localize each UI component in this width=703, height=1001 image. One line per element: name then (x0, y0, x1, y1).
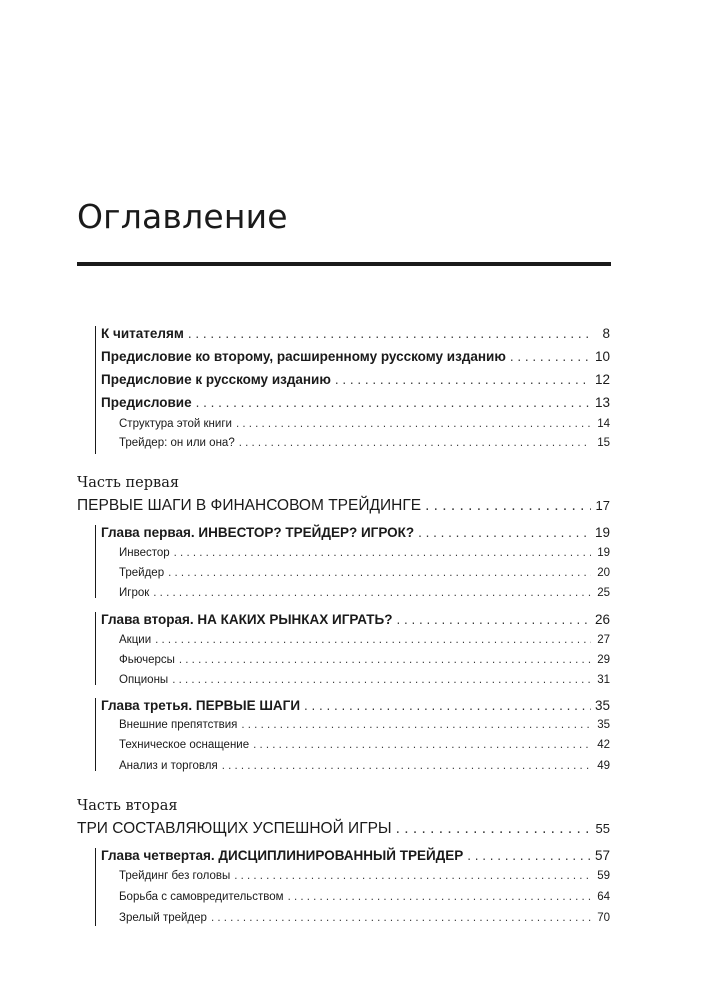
dot-leader (253, 739, 591, 751)
toc-entry-title: Предисловие к русскому изданию (101, 372, 331, 387)
section-entry[interactable] (119, 760, 610, 772)
toc-subentry-page: 15 (597, 437, 610, 449)
dot-leader (234, 870, 591, 882)
section-title: Инвестор (119, 547, 170, 559)
dot-leader (288, 891, 591, 903)
section-page: 64 (597, 891, 610, 903)
section-title: Техническое оснащение (119, 739, 250, 751)
section-entry[interactable] (119, 587, 610, 599)
section-title: Борьба с самовредительством (119, 891, 284, 903)
section-entry[interactable] (119, 547, 610, 559)
chapter-title: Глава первая. ИНВЕСТОР? ТРЕЙДЕР? ИГРОК? (101, 525, 415, 540)
dot-leader (239, 437, 591, 449)
chapter-page: 35 (594, 698, 610, 713)
dot-leader (196, 395, 591, 410)
dot-leader (172, 674, 591, 686)
toc-subentry[interactable] (119, 418, 610, 430)
chapter-rule (95, 698, 96, 771)
toc-entry-title: Предисловие ко второму, расширенному русскому изданию (101, 349, 506, 364)
chapter-rule (95, 612, 96, 685)
section-entry[interactable] (119, 654, 610, 666)
section-page: 29 (597, 654, 610, 666)
part-title: ПЕРВЫЕ ШАГИ В ФИНАНСОВОМ ТРЕЙДИНГЕ (77, 497, 422, 514)
dot-leader (467, 848, 591, 863)
section-page: 31 (597, 674, 610, 686)
page-title: Оглавление (77, 197, 288, 236)
part-title: ТРИ СОСТАВЛЯЮЩИХ УСПЕШНОЙ ИГРЫ (77, 820, 392, 837)
toc-subentry[interactable] (119, 437, 610, 449)
toc-entry-title: Предисловие (101, 395, 192, 410)
section-entry[interactable] (119, 634, 610, 646)
section-title: Опционы (119, 674, 169, 686)
section-title: Акции (119, 634, 152, 646)
part-page: 55 (595, 821, 610, 836)
toc-subentry-title: Структура этой книги (119, 418, 232, 430)
section-page: 35 (597, 719, 610, 731)
toc-entry[interactable] (101, 372, 610, 387)
dot-leader (396, 820, 591, 838)
dot-leader (425, 497, 591, 515)
toc-entry-page: 12 (594, 372, 610, 387)
dot-leader (168, 567, 591, 579)
section-page: 19 (597, 547, 610, 559)
section-entry[interactable] (119, 891, 610, 903)
chapter-rule (95, 848, 96, 926)
toc-entry[interactable] (101, 395, 610, 410)
dot-leader (188, 326, 591, 341)
chapter-title: Глава четвертая. ДИСЦИПЛИНИРОВАННЫЙ ТРЕЙДЕР (101, 848, 464, 863)
chapter-rule (95, 525, 96, 598)
toc-entry[interactable] (101, 349, 610, 364)
dot-leader (174, 547, 591, 559)
dot-leader (179, 654, 591, 666)
dot-leader (418, 525, 591, 540)
section-entry[interactable] (119, 567, 610, 579)
section-entry[interactable] (119, 912, 610, 924)
dot-leader (222, 760, 591, 772)
part-label: Часть вторая (77, 798, 178, 814)
chapter-entry[interactable] (101, 698, 610, 713)
section-entry[interactable] (119, 870, 610, 882)
section-title: Фьючерсы (119, 654, 175, 666)
toc-subentry-page: 14 (597, 418, 610, 430)
section-page: 59 (597, 870, 610, 882)
section-entry[interactable] (119, 674, 610, 686)
section-title: Внешние препятствия (119, 719, 238, 731)
section-page: 42 (597, 739, 610, 751)
dot-leader (510, 349, 591, 364)
chapter-page: 26 (594, 612, 610, 627)
toc-entry-page: 10 (594, 349, 610, 364)
section-page: 70 (597, 912, 610, 924)
section-title: Трейдер (119, 567, 165, 579)
section-title: Зрелый трейдер (119, 912, 207, 924)
chapter-entry[interactable] (101, 848, 610, 863)
chapter-page: 57 (594, 848, 610, 863)
part-title-entry[interactable] (77, 820, 610, 838)
section-entry[interactable] (119, 739, 610, 751)
part-title-entry[interactable] (77, 497, 610, 515)
dot-leader (211, 912, 591, 924)
section-page: 49 (597, 760, 610, 772)
chapter-entry[interactable] (101, 612, 610, 627)
dot-leader (335, 372, 591, 387)
dot-leader (396, 612, 591, 627)
section-title: Анализ и торговля (119, 760, 218, 772)
dot-leader (236, 418, 591, 430)
dot-leader (304, 698, 591, 713)
toc-entry[interactable] (101, 326, 610, 341)
section-page: 20 (597, 567, 610, 579)
chapter-entry[interactable] (101, 525, 610, 540)
front-matter-rule (95, 326, 96, 454)
section-entry[interactable] (119, 719, 610, 731)
chapter-page: 19 (594, 525, 610, 540)
toc-entry-title: К читателям (101, 326, 184, 341)
chapter-title: Глава третья. ПЕРВЫЕ ШАГИ (101, 698, 301, 713)
part-label: Часть первая (77, 475, 179, 491)
dot-leader (155, 634, 591, 646)
toc-entry-page: 13 (594, 395, 610, 410)
chapter-title: Глава вторая. НА КАКИХ РЫНКАХ ИГРАТЬ? (101, 612, 393, 627)
dot-leader (153, 587, 591, 599)
section-title: Игрок (119, 587, 150, 599)
part-page: 17 (595, 498, 610, 513)
section-title: Трейдинг без головы (119, 870, 231, 882)
section-page: 25 (597, 587, 610, 599)
dot-leader (241, 719, 591, 731)
toc-entry-page: 8 (602, 326, 610, 341)
toc-subentry-title: Трейдер: он или она? (119, 437, 235, 449)
section-page: 27 (597, 634, 610, 646)
